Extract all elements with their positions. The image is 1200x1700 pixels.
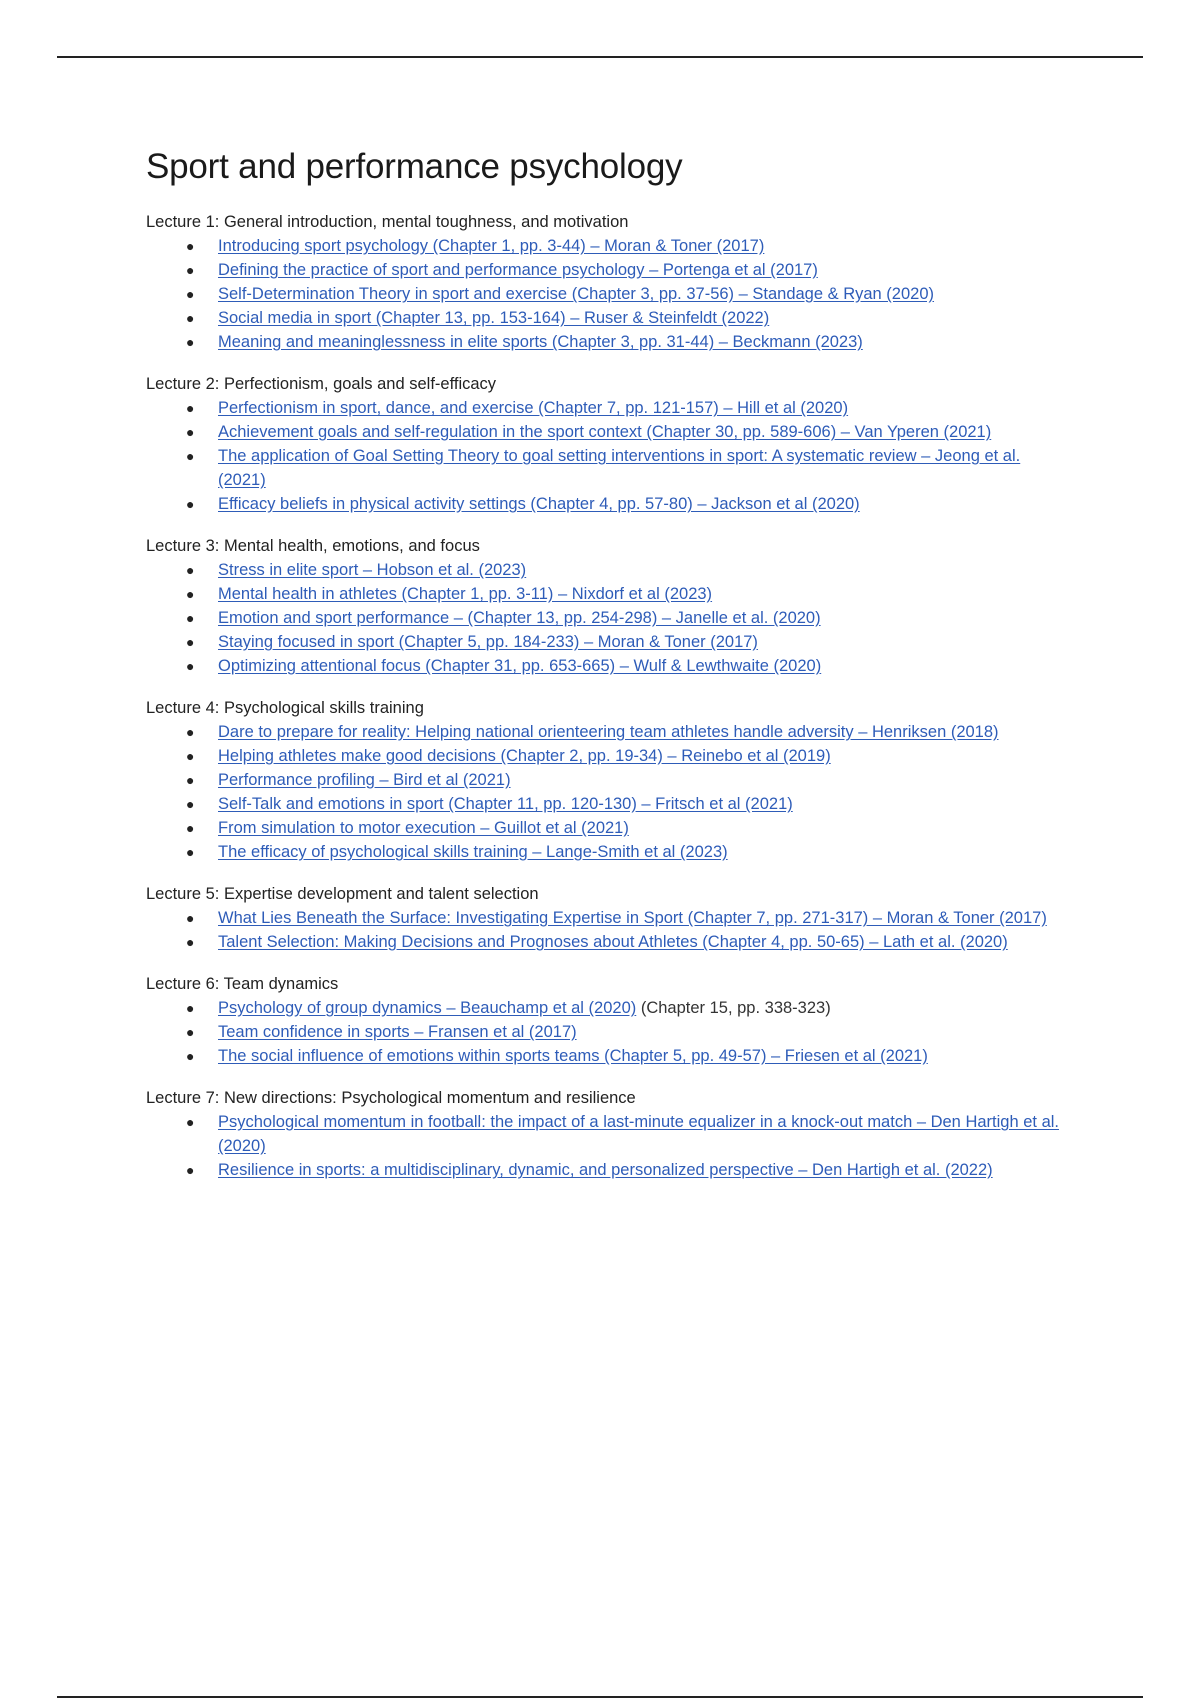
reading-link[interactable]: Introducing sport psychology (Chapter 1, pp. 3-44) – Moran & Toner (2017) (218, 237, 765, 255)
lecture-title: Lecture 2: Perfectionism, goals and self-efficacy (146, 375, 497, 393)
reading-item (186, 330, 1066, 354)
reading-item (186, 258, 1066, 282)
reading-list (146, 996, 1066, 1068)
bullet-icon: ● (186, 496, 195, 512)
reading-item (186, 840, 1066, 864)
document-body (146, 138, 1066, 1182)
reading-list (146, 720, 1066, 864)
reading-item (186, 816, 1066, 840)
bullet-icon: ● (186, 334, 195, 350)
bullet-icon: ● (186, 796, 195, 812)
page-title: Sport and performance psychology (146, 147, 683, 186)
reading-item (186, 1044, 1066, 1068)
reading-link[interactable]: Efficacy beliefs in physical activity settings (Chapter 4, pp. 57-80) – Jackson et al (2020) (218, 495, 860, 513)
lecture-section-2 (146, 372, 1066, 516)
reading-item (186, 444, 1066, 492)
bullet-icon: ● (186, 448, 195, 464)
bullet-icon: ● (186, 400, 195, 416)
lecture-section-1 (146, 210, 1066, 354)
bullet-icon: ● (186, 844, 195, 860)
bullet-icon: ● (186, 610, 195, 626)
bullet-icon: ● (186, 934, 195, 950)
reading-item (186, 606, 1066, 630)
bullet-icon: ● (186, 658, 195, 674)
lecture-section-4 (146, 696, 1066, 864)
bullet-icon: ● (186, 1000, 195, 1016)
bullet-icon: ● (186, 772, 195, 788)
reading-link[interactable]: Mental health in athletes (Chapter 1, pp. 3-11) – Nixdorf et al (2023) (218, 585, 713, 603)
lecture-section-7 (146, 1086, 1066, 1182)
reading-link[interactable]: Social media in sport (Chapter 13, pp. 153-164) – Ruser & Steinfeldt (2022) (218, 309, 770, 327)
reading-item (186, 396, 1066, 420)
reading-link[interactable]: Team confidence in sports – Fransen et al (2017) (218, 1023, 577, 1041)
lecture-title: Lecture 4: Psychological skills training (146, 699, 424, 717)
reading-link[interactable]: Psychological momentum in football: the impact of a last-minute equalizer in a knock-out match – Den Hartigh et al. (2020) (218, 1113, 1059, 1155)
reading-item (186, 1020, 1066, 1044)
bullet-icon: ● (186, 1114, 195, 1130)
reading-item (186, 744, 1066, 768)
reading-item (186, 720, 1066, 744)
reading-suffix: (Chapter 15, pp. 338-323) (636, 999, 831, 1017)
reading-list (146, 396, 1066, 516)
bullet-icon: ● (186, 286, 195, 302)
reading-list (146, 234, 1066, 354)
reading-link[interactable]: Talent Selection: Making Decisions and Prognoses about Athletes (Chapter 4, pp. 50-65) – Lath et al. (2020) (218, 933, 1008, 951)
lecture-section-5 (146, 882, 1066, 954)
reading-item (186, 234, 1066, 258)
bullet-icon: ● (186, 562, 195, 578)
bullet-icon: ● (186, 820, 195, 836)
reading-link[interactable]: Perfectionism in sport, dance, and exercise (Chapter 7, pp. 121-157) – Hill et al (2020) (218, 399, 849, 417)
reading-link[interactable]: Performance profiling – Bird et al (2021) (218, 771, 511, 789)
reading-list (146, 1110, 1066, 1182)
reading-item (186, 492, 1066, 516)
reading-link[interactable]: What Lies Beneath the Surface: Investigating Expertise in Sport (Chapter 7, pp. 271-317) – Moran & Toner (2017) (218, 909, 1047, 927)
reading-link[interactable]: Self-Talk and emotions in sport (Chapter 11, pp. 120-130) – Fritsch et al (2021) (218, 795, 793, 813)
reading-item (186, 930, 1066, 954)
bullet-icon: ● (186, 634, 195, 650)
reading-link[interactable]: Staying focused in sport (Chapter 5, pp. 184-233) – Moran & Toner (2017) (218, 633, 758, 651)
reading-link[interactable]: Self-Determination Theory in sport and exercise (Chapter 3, pp. 37-56) – Standage & Ryan (2020) (218, 285, 935, 303)
bullet-icon: ● (186, 1162, 195, 1178)
reading-link[interactable]: The efficacy of psychological skills training – Lange-Smith et al (2023) (218, 843, 728, 861)
bullet-icon: ● (186, 1024, 195, 1040)
reading-item (186, 1110, 1066, 1158)
reading-link[interactable]: Stress in elite sport – Hobson et al. (2023) (218, 561, 527, 579)
bullet-icon: ● (186, 238, 195, 254)
lecture-title: Lecture 3: Mental health, emotions, and focus (146, 537, 480, 555)
reading-link[interactable]: Psychology of group dynamics – Beauchamp et al (2020) (218, 999, 637, 1017)
reading-link[interactable]: Optimizing attentional focus (Chapter 31, pp. 653-665) – Wulf & Lewthwaite (2020) (218, 657, 822, 675)
reading-link[interactable]: The application of Goal Setting Theory to goal setting interventions in sport: A systematic review – Jeong et al. (2021) (218, 447, 1021, 489)
reading-link[interactable]: Meaning and meaninglessness in elite sports (Chapter 3, pp. 31-44) – Beckmann (2023) (218, 333, 863, 351)
reading-link[interactable]: The social influence of emotions within sports teams (Chapter 5, pp. 49-57) – Friesen et al (2021) (218, 1047, 928, 1065)
lecture-section-3 (146, 534, 1066, 678)
reading-item (186, 1158, 1066, 1182)
bullet-icon: ● (186, 748, 195, 764)
reading-link[interactable]: Achievement goals and self-regulation in the sport context (Chapter 30, pp. 589-606) – Van Yperen (2021) (218, 423, 992, 441)
lecture-section-6 (146, 972, 1066, 1068)
reading-link[interactable]: Dare to prepare for reality: Helping national orienteering team athletes handle adversity – Henriksen (2018) (218, 723, 999, 741)
reading-link[interactable]: From simulation to motor execution – Guillot et al (2021) (218, 819, 629, 837)
top-rule (57, 56, 1143, 58)
reading-item (186, 792, 1066, 816)
bullet-icon: ● (186, 724, 195, 740)
reading-item (186, 420, 1066, 444)
lecture-title: Lecture 5: Expertise development and talent selection (146, 885, 539, 903)
bullet-icon: ● (186, 262, 195, 278)
bullet-icon: ● (186, 910, 195, 926)
lecture-title: Lecture 1: General introduction, mental toughness, and motivation (146, 213, 629, 231)
reading-item (186, 654, 1066, 678)
lecture-title: Lecture 6: Team dynamics (146, 975, 339, 993)
reading-link[interactable]: Helping athletes make good decisions (Chapter 2, pp. 19-34) – Reinebo et al (2019) (218, 747, 831, 765)
lecture-list (146, 210, 1066, 1182)
bullet-icon: ● (186, 424, 195, 440)
reading-item (186, 996, 1066, 1020)
reading-item (186, 558, 1066, 582)
reading-item (186, 906, 1066, 930)
reading-list (146, 558, 1066, 678)
reading-link[interactable]: Resilience in sports: a multidisciplinary, dynamic, and personalized perspective – Den Hartigh et al. (2022) (218, 1161, 993, 1179)
reading-list (146, 906, 1066, 954)
reading-item (186, 630, 1066, 654)
reading-item (186, 282, 1066, 306)
reading-item (186, 582, 1066, 606)
reading-item (186, 768, 1066, 792)
reading-link[interactable]: Defining the practice of sport and performance psychology – Portenga et al (2017) (218, 261, 818, 279)
bullet-icon: ● (186, 310, 195, 326)
bullet-icon: ● (186, 586, 195, 602)
lecture-title: Lecture 7: New directions: Psychological momentum and resilience (146, 1089, 636, 1107)
reading-link[interactable]: Emotion and sport performance – (Chapter 13, pp. 254-298) – Janelle et al. (2020) (218, 609, 821, 627)
bottom-rule (57, 1696, 1143, 1698)
reading-item (186, 306, 1066, 330)
bullet-icon: ● (186, 1048, 195, 1064)
